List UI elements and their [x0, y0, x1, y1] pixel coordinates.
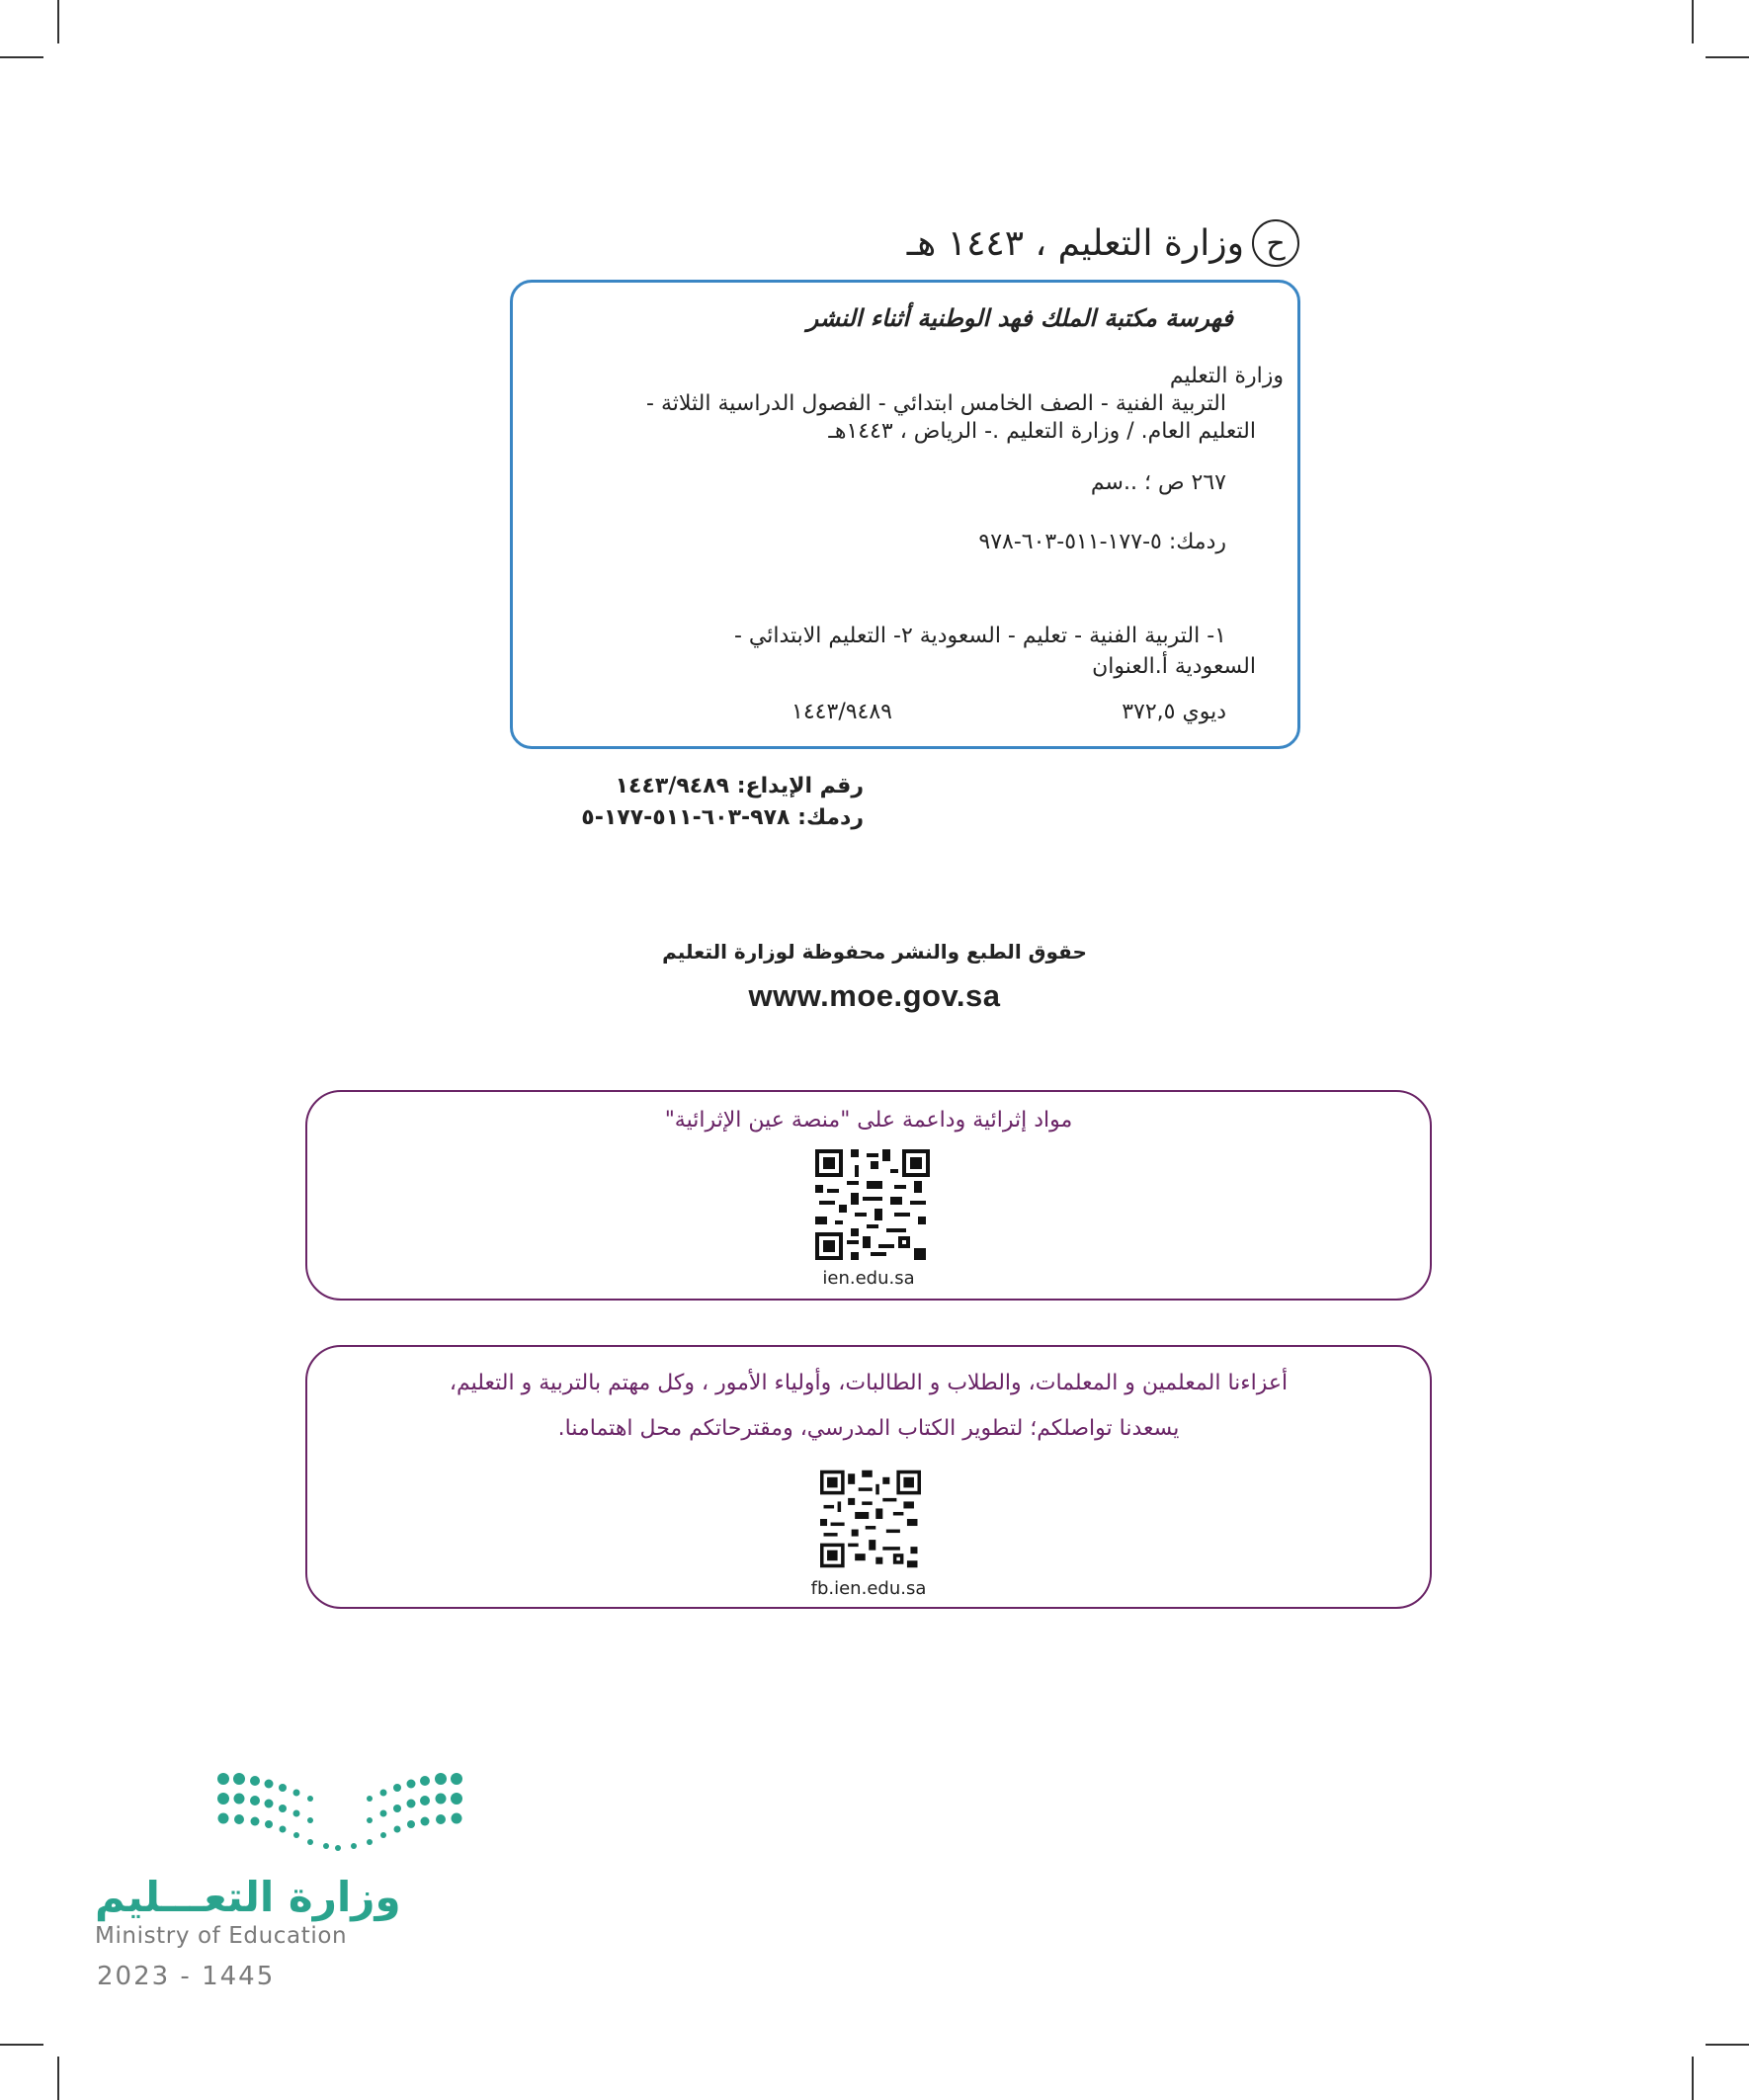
website-link[interactable]: www.moe.gov.sa: [748, 978, 1001, 1013]
crop-mark: [0, 2044, 43, 2046]
catalog-line: التعليم العام. / وزارة التعليم .- الرياض ، ١٤٤٣هـ: [828, 419, 1256, 444]
feedback-line: يسعدنا تواصلكم؛ لتطوير الكتاب المدرسي، ومقترحاتكم محل اهتمامنا.: [557, 1416, 1180, 1441]
ien-text: مواد إثرائية وداعمة على "منصة عين الإثرائية": [664, 1108, 1073, 1133]
feedback-line: أعزاءنا المعلمين و المعلمات، والطلاب و الطالبات، وأولياء الأمور ، وكل مهتم بالتربية و التعليم،: [449, 1371, 1289, 1395]
catalog-line: ٢٦٧ ص ؛ ..سم: [1090, 470, 1226, 495]
catalog-deposit: ١٤٤٣/٩٤٨٩: [791, 700, 892, 724]
crop-mark: [1692, 2057, 1694, 2100]
catalog-line: السعودية أ.العنوان: [1092, 654, 1256, 679]
crop-mark: [0, 56, 43, 58]
deposit-value: ١٤٤٣/٩٤٨٩: [615, 774, 730, 798]
catalog-line: التربية الفنية - الصف الخامس ابتدائي - الفصول الدراسية الثلاثة -: [646, 391, 1226, 416]
feedback-box: [305, 1345, 1432, 1609]
ien-url[interactable]: ien.edu.sa: [822, 1268, 915, 1289]
ministry-name-en: Ministry of Education: [95, 1923, 348, 1949]
deposit-number: [616, 774, 864, 798]
copyright-line: [907, 219, 1299, 267]
copyright-symbol: ح: [1252, 219, 1299, 267]
catalog-dewey: ديوي ٣٧٢,٥: [1122, 700, 1226, 724]
crop-mark: [1706, 56, 1749, 58]
ministry-logo-dots-icon: [209, 1769, 470, 1852]
ministry-year: 2023 - 1445: [97, 1962, 276, 1991]
isbn-value: ٩٧٨-٦٠٣-٥١١-١٧٧-٥: [581, 805, 791, 830]
isbn-number: [581, 805, 864, 830]
crop-mark: [57, 2057, 59, 2100]
ien-box: [305, 1090, 1432, 1301]
qr-code-icon[interactable]: [815, 1149, 930, 1260]
catalog-line: ١- التربية الفنية - تعليم - السعودية ٢- التعليم الابتدائي -: [733, 624, 1226, 648]
feedback-url[interactable]: fb.ien.edu.sa: [810, 1578, 927, 1599]
catalog-line: وزارة التعليم: [1169, 364, 1284, 388]
catalog-title: فهرسة مكتبة الملك فهد الوطنية أثناء النشر: [806, 304, 1233, 332]
deposit-label: رقم الإيداع:: [736, 774, 864, 798]
ministry-name-ar: وزارة التعـــليم: [95, 1873, 401, 1921]
catalog-box: [510, 280, 1300, 749]
crop-mark: [1706, 2044, 1749, 2046]
qr-code-icon[interactable]: [820, 1470, 921, 1568]
crop-mark: [1692, 0, 1694, 43]
isbn-label: ردمك:: [797, 805, 864, 830]
copyright-text: وزارة التعليم ، ١٤٤٣ هـ: [906, 222, 1244, 264]
rights-text: حقوق الطبع والنشر محفوظة لوزارة التعليم: [662, 940, 1087, 964]
catalog-isbn: ردمك: ٥-١٧٧-٥١١-٦٠٣-٩٧٨: [978, 530, 1226, 554]
crop-mark: [57, 0, 59, 43]
